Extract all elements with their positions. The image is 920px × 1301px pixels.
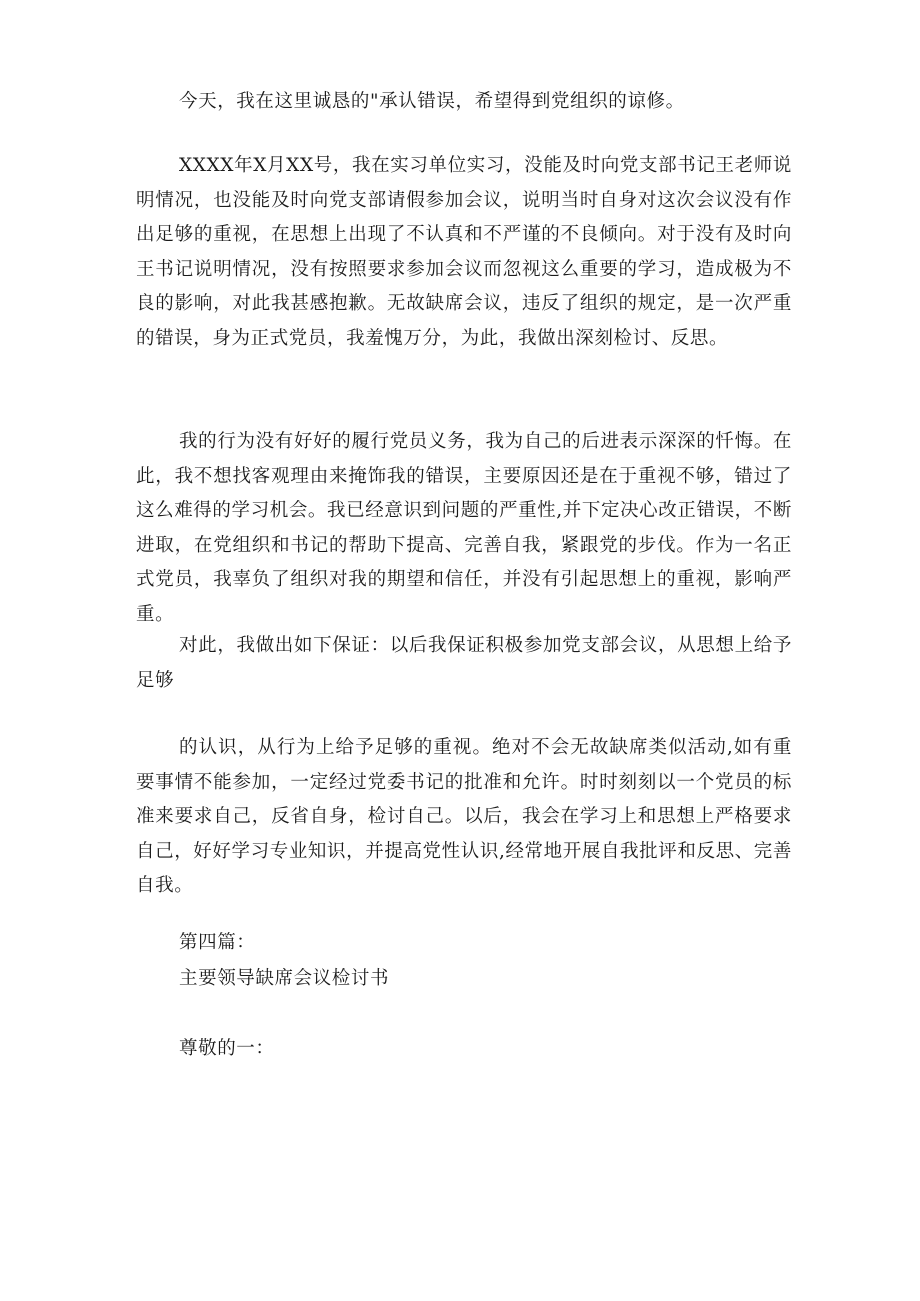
paragraph-pledge-continued: 的认识，从行为上给予足够的重视。绝对不会无故缺席类似活动,如有重要事情不能参加，一定经过党委书记的批准和允许。时时刻刻以一个党员的标准来要求自己，反省自身，检讨自己。以后，我会在学习上和思想上严格要求自己，好好学习专业知识，并提高党性认识,经常地开展自我批评和反思、完善自我。 (136, 737, 792, 896)
paragraph-incident-description: XXXX年X月XX号，我在实习单位实习，没能及时向党支部书记王老师说明情况，也没能及时向党支部请假参加会议，说明当时自身对这次会议没有作出足够的重视，在思想上出现了不认真和不严谨的不良倾向。对于没有及时向王书记说明情况，没有按照要求参加会议而忽视这么重要的学习，造成极为不良的影响，对此我甚感抱歉。无故缺席会议，违反了组织的规定，是一次严重的错误，身为正式党员，我羞愧万分，为此，我做出深刻检讨、反思。 (136, 155, 792, 349)
salutation: 尊敬的一： (179, 1038, 275, 1059)
paragraph-reflection: 我的行为没有好好的履行党员义务，我为自己的后进表示深深的忏悔。在此，我不想找客观理由来掩饰我的错误，主要原因还是在于重视不够，错过了这么难得的学习机会。我已经意识到问题的严重性,并下定决心改正错误，不断进取，在党组织和书记的帮助下提高、完善自我，紧跟党的步伐。作为一名正式党员，我辜负了组织对我的期望和信任，并没有引起思想上的重视，影响严重。 (136, 431, 792, 625)
section-title: 主要领导缺席会议检讨书 (179, 968, 390, 989)
paragraph-apology-intro: 今天，我在这里诚恳的"承认错误，希望得到党组织的谅修。 (179, 91, 685, 112)
section-label: 第四篇： (179, 932, 256, 953)
paragraph-pledge-start: 对此，我做出如下保证：以后我保证积极参加党支部会议，从思想上给予足够 (136, 635, 792, 691)
